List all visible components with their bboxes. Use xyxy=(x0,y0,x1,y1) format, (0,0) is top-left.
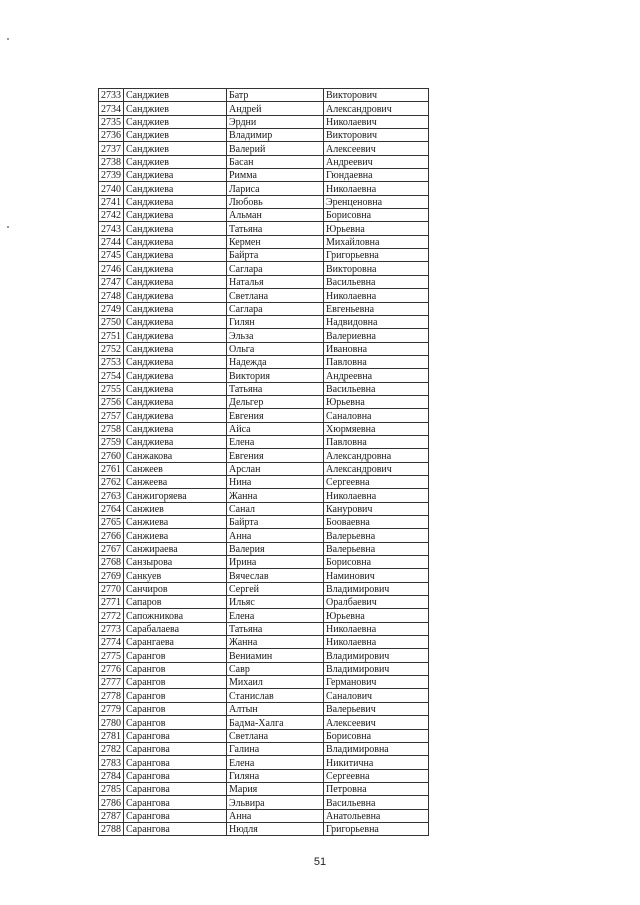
given-name-cell: Михаил xyxy=(227,676,324,689)
surname-cell: Сарангова xyxy=(124,756,227,769)
given-name-cell: Галина xyxy=(227,742,324,755)
row-number: 2753 xyxy=(99,355,124,368)
patronymic-cell: Германович xyxy=(324,676,429,689)
page-number: 51 xyxy=(313,856,327,868)
row-number: 2766 xyxy=(99,529,124,542)
given-name-cell: Ильяс xyxy=(227,596,324,609)
table-row xyxy=(99,169,429,182)
patronymic-cell: Боовaевна xyxy=(324,516,429,529)
table-row xyxy=(99,382,429,395)
surname-cell: Сарангов xyxy=(124,716,227,729)
table-row xyxy=(99,475,429,488)
table-row xyxy=(99,489,429,502)
surname-cell: Санжиева xyxy=(124,529,227,542)
given-name-cell: Жанна xyxy=(227,636,324,649)
surname-cell: Сарангов xyxy=(124,676,227,689)
patronymic-cell: Оралбаевич xyxy=(324,596,429,609)
given-name-cell: Татьяна xyxy=(227,622,324,635)
row-number: 2733 xyxy=(99,89,124,102)
patronymic-cell: Эренценовна xyxy=(324,195,429,208)
table-row xyxy=(99,729,429,742)
row-number: 2776 xyxy=(99,662,124,675)
table-row xyxy=(99,676,429,689)
given-name-cell: Саглара xyxy=(227,302,324,315)
surname-cell: Санджиева xyxy=(124,435,227,448)
patronymic-cell: Алексеевич xyxy=(324,142,429,155)
surname-cell: Санджиев xyxy=(124,142,227,155)
patronymic-cell: Борисовна xyxy=(324,209,429,222)
table-row xyxy=(99,662,429,675)
patronymic-cell: Петровна xyxy=(324,782,429,795)
given-name-cell: Вячеслав xyxy=(227,569,324,582)
table-row xyxy=(99,182,429,195)
row-number: 2780 xyxy=(99,716,124,729)
row-number: 2741 xyxy=(99,195,124,208)
patronymic-cell: Гюндаевна xyxy=(324,169,429,182)
surname-cell: Санджиева xyxy=(124,275,227,288)
given-name-cell: Арслан xyxy=(227,462,324,475)
surname-cell: Сапаров xyxy=(124,596,227,609)
patronymic-cell: Васильевна xyxy=(324,382,429,395)
roster-table xyxy=(98,88,429,836)
row-number: 2760 xyxy=(99,449,124,462)
patronymic-cell: Николаевна xyxy=(324,489,429,502)
patronymic-cell: Никитична xyxy=(324,756,429,769)
row-number: 2779 xyxy=(99,702,124,715)
patronymic-cell: Сергеевна xyxy=(324,475,429,488)
row-number: 2739 xyxy=(99,169,124,182)
patronymic-cell: Анатольевна xyxy=(324,809,429,822)
given-name-cell: Елена xyxy=(227,435,324,448)
surname-cell: Санжеев xyxy=(124,462,227,475)
patronymic-cell: Николаевич xyxy=(324,115,429,128)
given-name-cell: Санал xyxy=(227,502,324,515)
given-name-cell: Валерия xyxy=(227,542,324,555)
given-name-cell: Ольга xyxy=(227,342,324,355)
given-name-cell: Алтын xyxy=(227,702,324,715)
surname-cell: Санкуев xyxy=(124,569,227,582)
table-row xyxy=(99,822,429,835)
given-name-cell: Сергей xyxy=(227,582,324,595)
table-row xyxy=(99,529,429,542)
given-name-cell: Анна xyxy=(227,529,324,542)
patronymic-cell: Владимировна xyxy=(324,742,429,755)
patronymic-cell: Канурович xyxy=(324,502,429,515)
table-row xyxy=(99,516,429,529)
roster-body xyxy=(99,89,429,836)
row-number: 2778 xyxy=(99,689,124,702)
surname-cell: Санджиева xyxy=(124,329,227,342)
given-name-cell: Станислав xyxy=(227,689,324,702)
table-row xyxy=(99,716,429,729)
surname-cell: Санджиева xyxy=(124,355,227,368)
scan-speck xyxy=(7,38,9,40)
given-name-cell: Светлана xyxy=(227,289,324,302)
surname-cell: Сапожникова xyxy=(124,609,227,622)
patronymic-cell: Викторович xyxy=(324,89,429,102)
table-row xyxy=(99,556,429,569)
patronymic-cell: Николаевна xyxy=(324,622,429,635)
surname-cell: Санжеева xyxy=(124,475,227,488)
table-row xyxy=(99,102,429,115)
row-number: 2762 xyxy=(99,475,124,488)
row-number: 2765 xyxy=(99,516,124,529)
patronymic-cell: Юрьевна xyxy=(324,609,429,622)
row-number: 2740 xyxy=(99,182,124,195)
given-name-cell: Кермен xyxy=(227,235,324,248)
patronymic-cell: Александрович xyxy=(324,462,429,475)
patronymic-cell: Викторовна xyxy=(324,262,429,275)
given-name-cell: Бадма-Халга xyxy=(227,716,324,729)
surname-cell: Санджиева xyxy=(124,182,227,195)
patronymic-cell: Андреевна xyxy=(324,369,429,382)
table-row xyxy=(99,195,429,208)
given-name-cell: Эльвира xyxy=(227,796,324,809)
given-name-cell: Дельгер xyxy=(227,395,324,408)
surname-cell: Сарангов xyxy=(124,689,227,702)
table-row xyxy=(99,262,429,275)
row-number: 2743 xyxy=(99,222,124,235)
table-row xyxy=(99,449,429,462)
given-name-cell: Савр xyxy=(227,662,324,675)
surname-cell: Сарангова xyxy=(124,796,227,809)
table-row xyxy=(99,649,429,662)
table-row xyxy=(99,315,429,328)
surname-cell: Санджиева xyxy=(124,262,227,275)
given-name-cell: Гилян xyxy=(227,315,324,328)
row-number: 2759 xyxy=(99,435,124,448)
table-row xyxy=(99,329,429,342)
table-row xyxy=(99,702,429,715)
row-number: 2771 xyxy=(99,596,124,609)
surname-cell: Сарангов xyxy=(124,649,227,662)
row-number: 2772 xyxy=(99,609,124,622)
table-row xyxy=(99,355,429,368)
patronymic-cell: Григорьевна xyxy=(324,249,429,262)
surname-cell: Санджиева xyxy=(124,395,227,408)
row-number: 2749 xyxy=(99,302,124,315)
given-name-cell: Татьяна xyxy=(227,222,324,235)
row-number: 2781 xyxy=(99,729,124,742)
table-row xyxy=(99,342,429,355)
surname-cell: Санжиев xyxy=(124,502,227,515)
patronymic-cell: Васильевна xyxy=(324,796,429,809)
table-row xyxy=(99,569,429,582)
surname-cell: Санджиева xyxy=(124,369,227,382)
scan-speck xyxy=(7,226,9,228)
patronymic-cell: Николаевна xyxy=(324,289,429,302)
surname-cell: Санджиева xyxy=(124,235,227,248)
patronymic-cell: Саналович xyxy=(324,689,429,702)
table-row xyxy=(99,689,429,702)
row-number: 2754 xyxy=(99,369,124,382)
given-name-cell: Римма xyxy=(227,169,324,182)
surname-cell: Санджиева xyxy=(124,382,227,395)
patronymic-cell: Юрьевна xyxy=(324,222,429,235)
patronymic-cell: Николаевна xyxy=(324,636,429,649)
surname-cell: Санджиева xyxy=(124,249,227,262)
surname-cell: Санжираева xyxy=(124,542,227,555)
given-name-cell: Батр xyxy=(227,89,324,102)
patronymic-cell: Михайловна xyxy=(324,235,429,248)
given-name-cell: Эльза xyxy=(227,329,324,342)
given-name-cell: Елена xyxy=(227,609,324,622)
row-number: 2768 xyxy=(99,556,124,569)
surname-cell: Санджиева xyxy=(124,209,227,222)
patronymic-cell: Ивановна xyxy=(324,342,429,355)
given-name-cell: Татьяна xyxy=(227,382,324,395)
patronymic-cell: Борисовна xyxy=(324,556,429,569)
table-row xyxy=(99,155,429,168)
row-number: 2746 xyxy=(99,262,124,275)
table-row xyxy=(99,129,429,142)
surname-cell: Санджиева xyxy=(124,195,227,208)
row-number: 2785 xyxy=(99,782,124,795)
surname-cell: Санджиева xyxy=(124,315,227,328)
table-row xyxy=(99,596,429,609)
row-number: 2752 xyxy=(99,342,124,355)
patronymic-cell: Владимирович xyxy=(324,662,429,675)
table-row xyxy=(99,235,429,248)
row-number: 2764 xyxy=(99,502,124,515)
row-number: 2755 xyxy=(99,382,124,395)
surname-cell: Сарангова xyxy=(124,822,227,835)
row-number: 2734 xyxy=(99,102,124,115)
table-row xyxy=(99,142,429,155)
given-name-cell: Евгения xyxy=(227,409,324,422)
patronymic-cell: Николаевна xyxy=(324,182,429,195)
row-number: 2763 xyxy=(99,489,124,502)
row-number: 2745 xyxy=(99,249,124,262)
row-number: 2787 xyxy=(99,809,124,822)
given-name-cell: Надежда xyxy=(227,355,324,368)
row-number: 2750 xyxy=(99,315,124,328)
given-name-cell: Вениамин xyxy=(227,649,324,662)
row-number: 2757 xyxy=(99,409,124,422)
given-name-cell: Жанна xyxy=(227,489,324,502)
patronymic-cell: Васильевна xyxy=(324,275,429,288)
table-row xyxy=(99,622,429,635)
given-name-cell: Андрей xyxy=(227,102,324,115)
table-row xyxy=(99,222,429,235)
table-row xyxy=(99,542,429,555)
table-row xyxy=(99,275,429,288)
table-row xyxy=(99,782,429,795)
patronymic-cell: Александрович xyxy=(324,102,429,115)
given-name-cell: Анна xyxy=(227,809,324,822)
patronymic-cell: Павловна xyxy=(324,435,429,448)
row-number: 2736 xyxy=(99,129,124,142)
row-number: 2782 xyxy=(99,742,124,755)
surname-cell: Санджиева xyxy=(124,342,227,355)
surname-cell: Санджиев xyxy=(124,102,227,115)
given-name-cell: Гиляна xyxy=(227,769,324,782)
patronymic-cell: Валерьевна xyxy=(324,529,429,542)
given-name-cell: Байрта xyxy=(227,516,324,529)
table-row xyxy=(99,769,429,782)
row-number: 2767 xyxy=(99,542,124,555)
patronymic-cell: Надвидовна xyxy=(324,315,429,328)
table-row xyxy=(99,369,429,382)
row-number: 2784 xyxy=(99,769,124,782)
row-number: 2758 xyxy=(99,422,124,435)
surname-cell: Сарангова xyxy=(124,769,227,782)
patronymic-cell: Валериевна xyxy=(324,329,429,342)
patronymic-cell: Алексеевич xyxy=(324,716,429,729)
surname-cell: Санжиева xyxy=(124,516,227,529)
surname-cell: Сарангова xyxy=(124,729,227,742)
surname-cell: Сарангов xyxy=(124,662,227,675)
surname-cell: Санджиев xyxy=(124,155,227,168)
surname-cell: Сарангова xyxy=(124,809,227,822)
row-number: 2773 xyxy=(99,622,124,635)
surname-cell: Сарангов xyxy=(124,702,227,715)
surname-cell: Санджиев xyxy=(124,89,227,102)
surname-cell: Санджиева xyxy=(124,302,227,315)
row-number: 2744 xyxy=(99,235,124,248)
patronymic-cell: Владимирович xyxy=(324,582,429,595)
patronymic-cell: Валерьевна xyxy=(324,542,429,555)
given-name-cell: Нюдля xyxy=(227,822,324,835)
patronymic-cell: Григорьевна xyxy=(324,822,429,835)
table-row xyxy=(99,395,429,408)
row-number: 2738 xyxy=(99,155,124,168)
given-name-cell: Айса xyxy=(227,422,324,435)
row-number: 2786 xyxy=(99,796,124,809)
row-number: 2748 xyxy=(99,289,124,302)
given-name-cell: Светлана xyxy=(227,729,324,742)
row-number: 2788 xyxy=(99,822,124,835)
patronymic-cell: Хюрмяевна xyxy=(324,422,429,435)
row-number: 2774 xyxy=(99,636,124,649)
table-row xyxy=(99,435,429,448)
table-row xyxy=(99,502,429,515)
row-number: 2751 xyxy=(99,329,124,342)
row-number: 2769 xyxy=(99,569,124,582)
given-name-cell: Наталья xyxy=(227,275,324,288)
table-row xyxy=(99,302,429,315)
given-name-cell: Саглара xyxy=(227,262,324,275)
surname-cell: Санджиева xyxy=(124,289,227,302)
given-name-cell: Владимир xyxy=(227,129,324,142)
table-row xyxy=(99,462,429,475)
row-number: 2756 xyxy=(99,395,124,408)
given-name-cell: Байрта xyxy=(227,249,324,262)
given-name-cell: Мария xyxy=(227,782,324,795)
patronymic-cell: Александровна xyxy=(324,449,429,462)
table-row xyxy=(99,249,429,262)
given-name-cell: Эрдни xyxy=(227,115,324,128)
row-number: 2737 xyxy=(99,142,124,155)
given-name-cell: Ирина xyxy=(227,556,324,569)
surname-cell: Санджиев xyxy=(124,129,227,142)
patronymic-cell: Саналовна xyxy=(324,409,429,422)
surname-cell: Санджиева xyxy=(124,422,227,435)
row-number: 2777 xyxy=(99,676,124,689)
surname-cell: Сарабалаева xyxy=(124,622,227,635)
surname-cell: Сарангова xyxy=(124,782,227,795)
row-number: 2783 xyxy=(99,756,124,769)
surname-cell: Санджиева xyxy=(124,222,227,235)
table-row xyxy=(99,409,429,422)
patronymic-cell: Борисовна xyxy=(324,729,429,742)
row-number: 2747 xyxy=(99,275,124,288)
patronymic-cell: Викторович xyxy=(324,129,429,142)
patronymic-cell: Юрьевна xyxy=(324,395,429,408)
row-number: 2735 xyxy=(99,115,124,128)
patronymic-cell: Наминович xyxy=(324,569,429,582)
given-name-cell: Альман xyxy=(227,209,324,222)
surname-cell: Сарангова xyxy=(124,742,227,755)
table-row xyxy=(99,289,429,302)
table-row xyxy=(99,742,429,755)
surname-cell: Санджиева xyxy=(124,169,227,182)
row-number: 2775 xyxy=(99,649,124,662)
given-name-cell: Евгения xyxy=(227,449,324,462)
row-number: 2742 xyxy=(99,209,124,222)
table-row xyxy=(99,796,429,809)
table-row xyxy=(99,756,429,769)
table-row xyxy=(99,115,429,128)
table-row xyxy=(99,89,429,102)
table-row xyxy=(99,209,429,222)
row-number: 2761 xyxy=(99,462,124,475)
patronymic-cell: Павловна xyxy=(324,355,429,368)
given-name-cell: Лариса xyxy=(227,182,324,195)
surname-cell: Санджиев xyxy=(124,115,227,128)
table-row xyxy=(99,609,429,622)
table-row xyxy=(99,582,429,595)
given-name-cell: Любовь xyxy=(227,195,324,208)
given-name-cell: Елена xyxy=(227,756,324,769)
patronymic-cell: Сергеевна xyxy=(324,769,429,782)
row-number: 2770 xyxy=(99,582,124,595)
surname-cell: Сарангаева xyxy=(124,636,227,649)
table-row xyxy=(99,422,429,435)
surname-cell: Санжигоряева xyxy=(124,489,227,502)
given-name-cell: Виктория xyxy=(227,369,324,382)
table-row xyxy=(99,809,429,822)
given-name-cell: Валерий xyxy=(227,142,324,155)
patronymic-cell: Андреевич xyxy=(324,155,429,168)
surname-cell: Санчиров xyxy=(124,582,227,595)
given-name-cell: Нина xyxy=(227,475,324,488)
patronymic-cell: Владимирович xyxy=(324,649,429,662)
given-name-cell: Басан xyxy=(227,155,324,168)
surname-cell: Санжакова xyxy=(124,449,227,462)
table-row xyxy=(99,636,429,649)
surname-cell: Санзырова xyxy=(124,556,227,569)
patronymic-cell: Валерьевич xyxy=(324,702,429,715)
patronymic-cell: Евгеньевна xyxy=(324,302,429,315)
surname-cell: Санджиева xyxy=(124,409,227,422)
